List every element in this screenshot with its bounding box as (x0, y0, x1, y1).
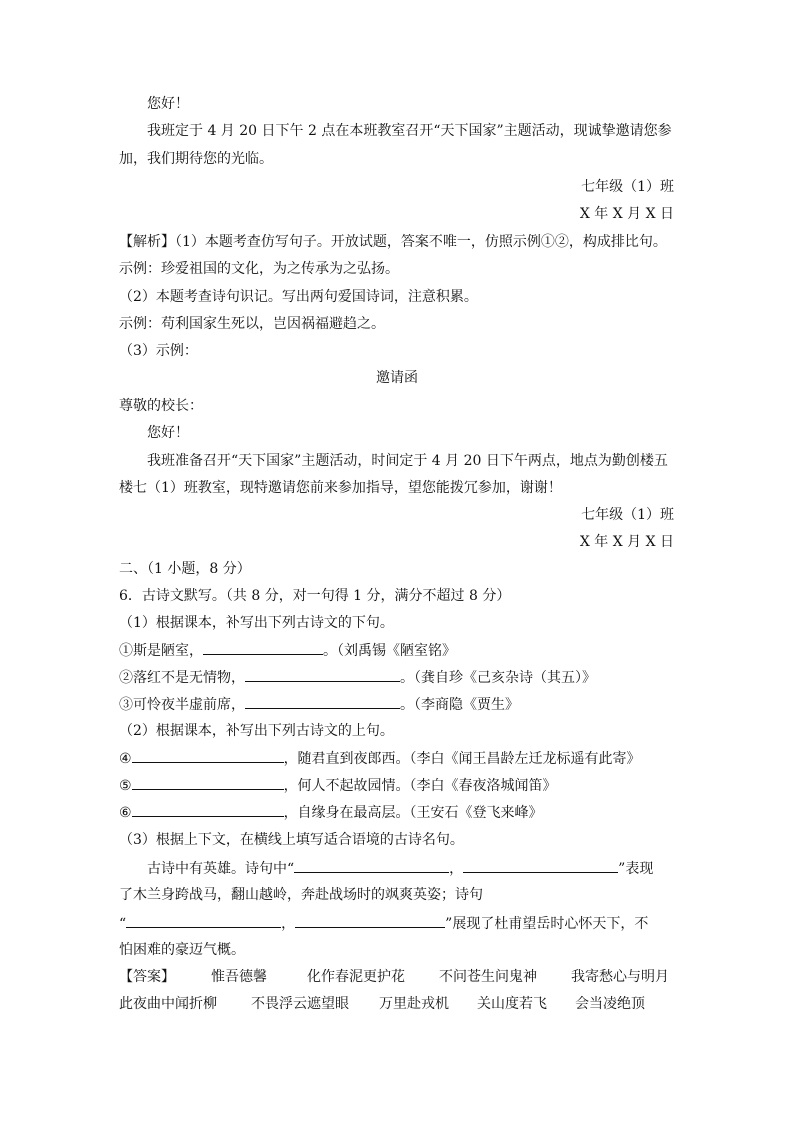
context-line1 (147, 858, 675, 879)
sign-date: X 年 X 月 X 日 (579, 206, 674, 222)
item-2 (119, 667, 675, 688)
item-6-prompt: ⑥ (119, 805, 132, 821)
analysis-line2: 示例：珍爱祖国的文化，为之传承为之弘扬。 (119, 261, 399, 277)
item-5-prompt: ⑤ (119, 778, 132, 794)
invitation-body-line2: 加，我们期待您的光临。 (119, 151, 273, 167)
letter-sign-class: 七年级（1）班 (581, 507, 674, 523)
greeting: 您好！ (147, 96, 189, 112)
letter-body-line1: 我班准备召开“天下国家”主题活动，时间定于 4 月 20 日下午两点，地点为勤创楼五 (147, 453, 668, 469)
answer-blank[interactable] (295, 913, 445, 928)
item-4-source: ，随君直到夜郎西。（李白《闻王昌龄左迁龙标遥有此寄》 (283, 751, 641, 767)
answer-blank[interactable] (245, 667, 400, 682)
context-text: ”表现 (618, 861, 654, 877)
letter-greeting: 您好！ (147, 425, 189, 441)
answer-item: 化作春泥更护花 (307, 969, 405, 985)
letter-sign-date: X 年 X 月 X 日 (579, 534, 674, 550)
answer-blank[interactable] (126, 913, 281, 928)
answer-blank[interactable] (294, 858, 449, 873)
answer-item: 不畏浮云遮望眼 (251, 996, 349, 1012)
analysis-line3: （2）本题考查诗句识记。写出两句爱国诗词，注意积累。 (119, 289, 478, 305)
context-text: “ (119, 916, 127, 932)
answer-item: 万里赴戎机 (379, 996, 449, 1012)
letter-body-line2: 楼七（1）班教室，现特邀请您前来参加指导，望您能拨冗参加，谢谢！ (119, 480, 562, 496)
item-4-prompt: ④ (119, 751, 132, 767)
item-6-source: ，自缘身在最高层。（王安石《登飞来峰》 (283, 805, 543, 821)
item-1-prompt: ①斯是陋室， (119, 643, 203, 659)
answer-blank[interactable] (132, 748, 284, 763)
context-text: ， (449, 861, 464, 877)
answer-blank[interactable] (132, 775, 284, 790)
sign-class: 七年级（1）班 (581, 179, 674, 195)
answer-item: 此夜曲中闻折柳 (119, 996, 217, 1012)
letter-salutation: 尊敬的校长： (119, 398, 203, 414)
item-5-source: ，何人不起故园情。（李白《春夜洛城闻笛》 (283, 778, 557, 794)
item-2-source: 。（龚自珍《己亥杂诗（其五）》 (400, 670, 596, 686)
item-3 (119, 694, 675, 715)
answer-item: 我寄愁心与明月 (571, 969, 669, 985)
answer-item: 不问苍生问鬼神 (439, 969, 537, 985)
part-1-instruction: （1）根据课本，补写出下列古诗文的下句。 (119, 615, 394, 631)
analysis-line4: 示例：苟利国家生死以，岂因祸福避趋之。 (119, 316, 385, 332)
item-5 (119, 775, 675, 796)
answer-blank[interactable] (463, 858, 618, 873)
item-2-prompt: ②落红不是无情物， (119, 670, 245, 686)
item-6 (119, 802, 675, 823)
context-line4: 怕困难的豪迈气概。 (119, 942, 245, 958)
item-1 (119, 640, 675, 661)
answer-row-2 (119, 994, 675, 1014)
part-2-instruction: （2）根据课本，补写出下列古诗文的上句。 (119, 723, 394, 739)
item-3-prompt: ③可怜夜半虚前席， (119, 697, 245, 713)
answer-item: 惟吾德馨 (211, 969, 267, 985)
context-text: ”展现了杜甫望岳时心怀天下，不 (445, 916, 649, 932)
item-1-source: 。（刘禹锡《陋室铭》 (323, 643, 456, 659)
answer-item: 关山度若飞 (477, 996, 547, 1012)
context-line3 (119, 913, 675, 934)
answer-item: 会当凌绝顶 (575, 996, 645, 1012)
answer-label: 【答案】 (119, 969, 175, 985)
answer-row-1 (119, 967, 675, 987)
item-4 (119, 748, 675, 769)
analysis-line1: 【解析】（1）本题考查仿写句子。开放试题，答案不唯一，仿照示例①②，构成排比句。 (119, 234, 667, 250)
context-text: 古诗中有英雄。诗句中“ (147, 861, 295, 877)
question-6: 6．古诗文默写。（共 8 分，对一句得 1 分，满分不超过 8 分） (119, 588, 511, 604)
answer-blank[interactable] (203, 640, 323, 655)
answer-blank[interactable] (132, 802, 284, 817)
analysis-line5: （3）示例： (119, 343, 198, 359)
letter-title: 邀请函 (376, 370, 418, 386)
part-3-instruction: （3）根据上下文，在横线上填写适合语境的古诗名句。 (119, 832, 464, 848)
context-text: ， (281, 916, 296, 932)
item-3-source: 。（李商隐《贾生》 (400, 697, 519, 713)
answer-blank[interactable] (245, 694, 400, 709)
section-heading: 二、（1 小题，8 分） (119, 561, 251, 577)
context-line2: 了木兰身跨战马，翻山越岭，奔赴战场时的飒爽英姿；诗句 (119, 887, 483, 903)
invitation-body-line1: 我班定于 4 月 20 日下午 2 点在本班教室召开“天下国家”主题活动，现诚挚邀请您参 (147, 123, 672, 139)
